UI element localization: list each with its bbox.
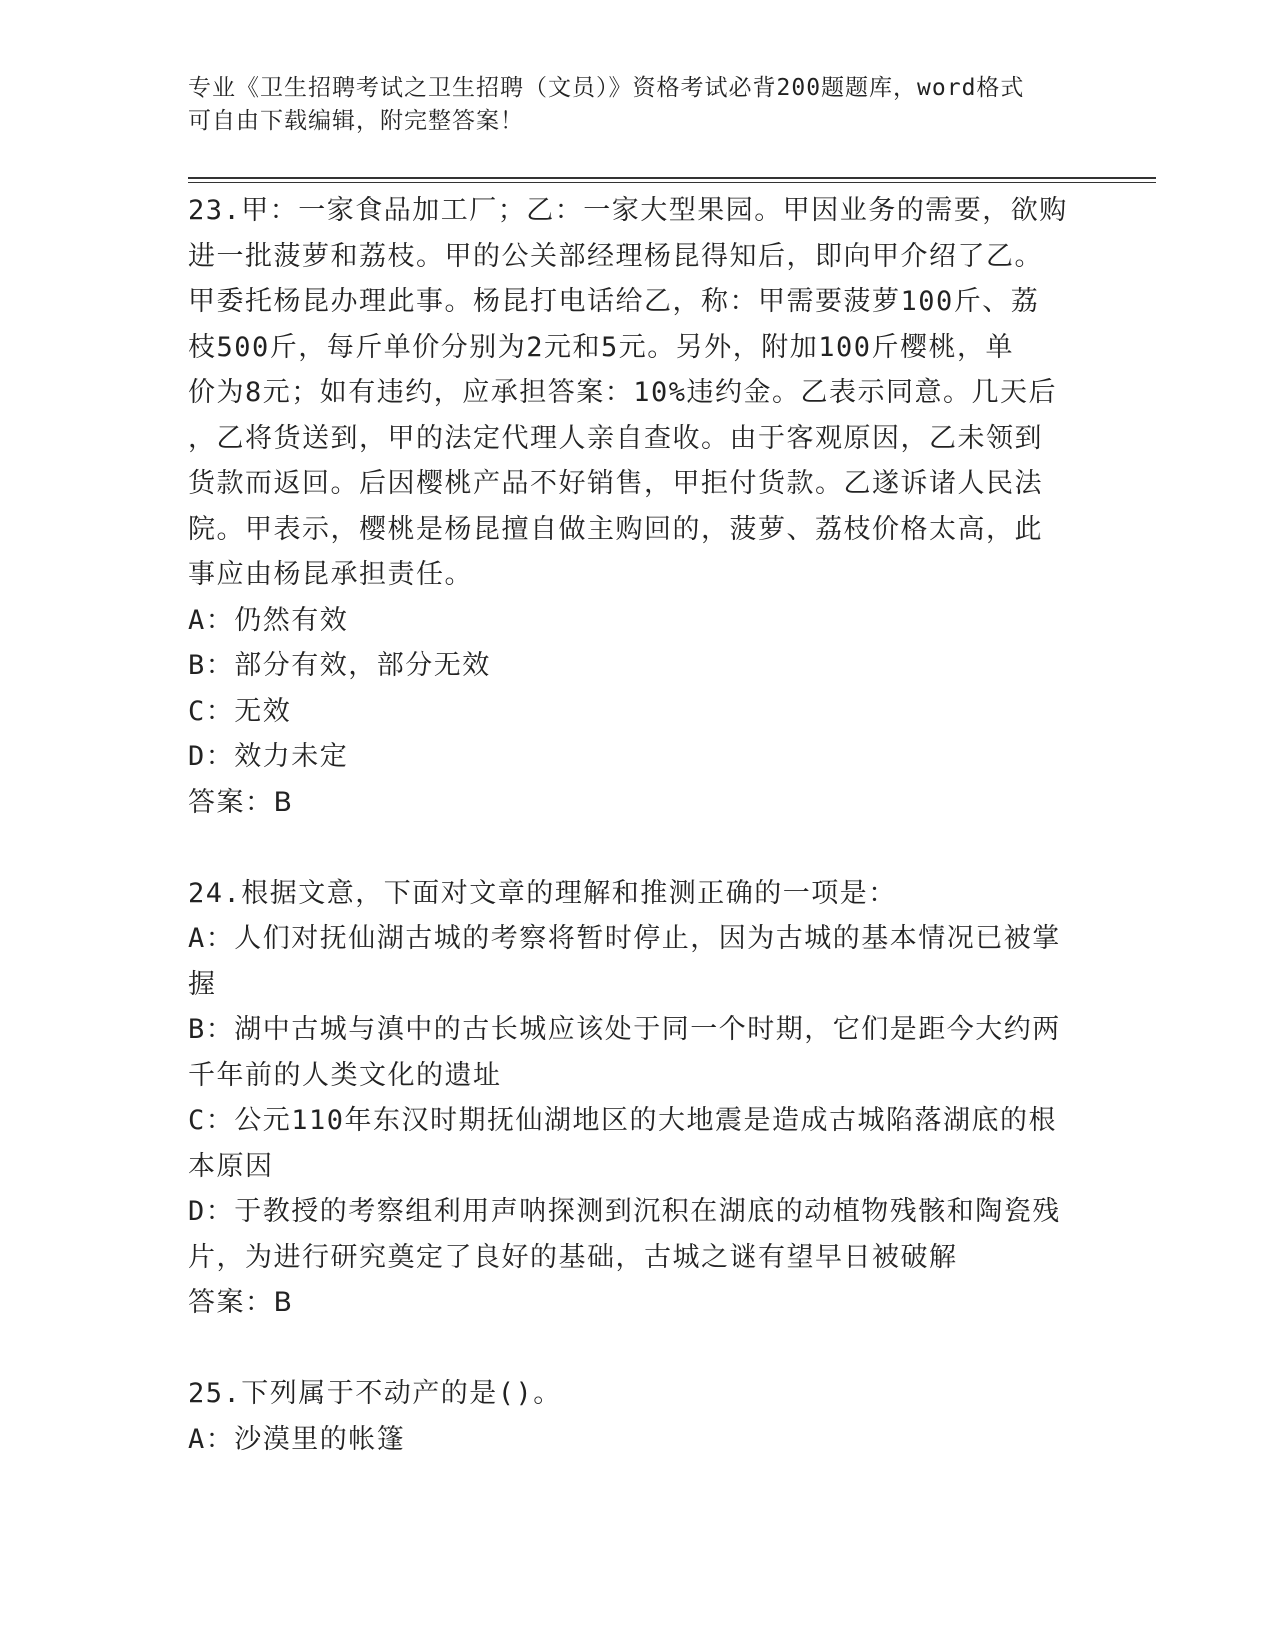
header-line: 专业《卫生招聘考试之卫生招聘（文员）》资格考试必背200题题库，word格式 xyxy=(188,75,1025,101)
question-text-line: 进一批菠萝和荔枝。甲的公关部经理杨昆得知后，即向甲介绍了乙。 xyxy=(188,240,1043,272)
question-text-line: 枝500斤，每斤单价分别为2元和5元。另外，附加100斤樱桃，单 xyxy=(188,331,1015,363)
option-a: A：沙漠里的帐篷 xyxy=(188,1423,406,1455)
option-b: B：湖中古城与滇中的古长城应该处于同一个时期，它们是距今大约两 xyxy=(188,1014,1061,1045)
question-text-line: 23.甲：一家食品加工厂；乙：一家大型果园。甲因业务的需要，欲购 xyxy=(188,195,1068,226)
answer-line: 答案：B xyxy=(188,1287,294,1318)
question-block xyxy=(188,188,1098,825)
option-d: D：于教授的考察组利用声呐探测到沉积在湖底的动植物残骸和陶瓷残 xyxy=(188,1196,1061,1227)
answer-line: 答案：B xyxy=(188,786,294,818)
option-b-continued: 千年前的人类文化的遗址 xyxy=(188,1059,502,1091)
option-b: B：部分有效，部分无效 xyxy=(188,650,491,681)
header-divider xyxy=(188,177,1156,183)
spacer xyxy=(188,825,1098,871)
option-d: D：效力未定 xyxy=(188,741,349,772)
question-text-line: 25.下列属于不动产的是()。 xyxy=(188,1378,562,1409)
option-a: A：仍然有效 xyxy=(188,604,349,636)
question-block xyxy=(188,871,1098,1326)
header-line: 可自由下载编辑，附完整答案！ xyxy=(188,108,524,134)
option-a: A：人们对抚仙湖古城的考察将暂时停止，因为古城的基本情况已被掌 xyxy=(188,923,1061,954)
question-block xyxy=(188,1371,1098,1462)
option-c: C：无效 xyxy=(188,695,292,727)
question-text-line: ，乙将货送到，甲的法定代理人亲自查收。由于客观原因，乙未领到 xyxy=(188,422,1043,454)
question-text-line: 甲委托杨昆办理此事。杨昆打电话给乙，称：甲需要菠萝100斤、荔 xyxy=(188,286,1040,317)
question-text-line: 院。甲表示，樱桃是杨昆擅自做主购回的，菠萝、荔枝价格太高，此 xyxy=(188,513,1043,545)
question-list xyxy=(188,188,1098,1462)
option-c: C：公元110年东汉时期抚仙湖地区的大地震是造成古城陷落湖底的根 xyxy=(188,1105,1058,1136)
question-text-line: 货款而返回。后因樱桃产品不好销售，甲拒付货款。乙遂诉诸人民法 xyxy=(188,468,1043,499)
question-text-line: 价为8元；如有违约，应承担答案：10%违约金。乙表示同意。几天后 xyxy=(188,377,1058,408)
option-c-continued: 本原因 xyxy=(188,1150,274,1182)
option-a-continued: 握 xyxy=(188,968,217,1000)
question-text-line: 24.根据文意，下面对文章的理解和推测正确的一项是： xyxy=(188,877,897,909)
option-d-continued: 片，为进行研究奠定了良好的基础，古城之谜有望早日被破解 xyxy=(188,1241,958,1273)
spacer xyxy=(188,1326,1098,1372)
document-header xyxy=(188,72,1088,138)
question-text-line: 事应由杨昆承担责任。 xyxy=(188,559,473,590)
